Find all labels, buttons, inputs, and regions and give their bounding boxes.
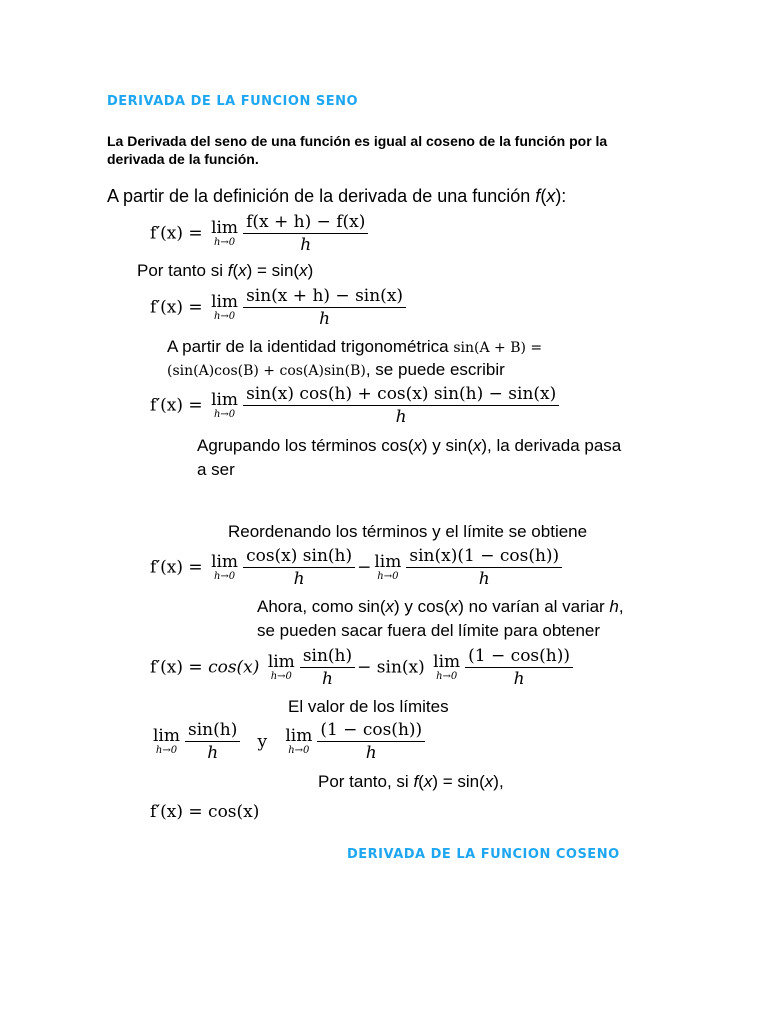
paragraph-agrupando-2: a ser	[197, 460, 235, 479]
formula-definicion: f′(x) = lim h→0 $\frac{f(x + h) - f(x)}{h}$	[150, 214, 370, 254]
formula-factorizada: f′(x) = cos(x) lim h→0 $\frac{\sin(h)}{h}$ − sin(x) lim h→0 $\frac{(1 - \cos(h))}{h}$	[150, 648, 575, 688]
paragraph-identidad: A partir de la identidad trigonométrica sin(A + B) =	[167, 337, 543, 356]
intro-line-1: La Derivada del seno de una función es igual al coseno de la función por la	[107, 133, 608, 149]
formula-resultado: f′(x) = cos(x)	[150, 802, 260, 822]
paragraph-por-tanto-final: Por tanto, si f(x) = sin(x),	[318, 772, 504, 791]
paragraph-ahora: Ahora, como sin(x) y cos(x) no varían al variar h,	[257, 597, 624, 616]
paragraph-definicion: A partir de la definición de la derivada de una función f(x):	[107, 186, 567, 206]
formula-limites: lim h→0 $\frac{\sin(h)}{h}$ y lim h→0 $\frac{(1 - \cos(h))}{h}$	[150, 722, 427, 762]
formula-reordenada: f′(x) = lim h→0 $\frac{\cos(x) \sin(h)}{h}$ − lim h→0 $\frac{\sin(x)(1 - \cos(h))}{h}$	[150, 548, 564, 588]
paragraph-ahora-2: se pueden sacar fuera del límite para obtener	[257, 621, 601, 640]
paragraph-agrupando: Agrupando los términos cos(x) y sin(x), la derivada pasa	[197, 436, 622, 455]
heading-derivada-coseno: DERIVADA DE LA FUNCION COSENO	[347, 847, 620, 862]
intro-line-2: derivada de la función.	[107, 151, 259, 167]
formula-expandida: f′(x) = lim h→0 $\frac{\sin(x) \cos(h) + \cos(x) \sin(h) - \sin(x)}{h}$	[150, 386, 561, 426]
heading-derivada-seno: DERIVADA DE LA FUNCION SENO	[107, 94, 359, 109]
paragraph-valor-limites: El valor de los límites	[288, 697, 449, 716]
paragraph-reordenando: Reordenando los términos y el límite se obtiene	[228, 522, 588, 541]
paragraph-identidad-2: (sin(A)cos(B) + cos(A)sin(B), se puede escribir	[167, 360, 505, 379]
paragraph-por-tanto: Por tanto si f(x) = sin(x)	[137, 261, 314, 280]
formula-seno: f′(x) = lim h→0 $\frac{\sin(x + h) - \sin(x)}{h}$	[150, 288, 408, 328]
